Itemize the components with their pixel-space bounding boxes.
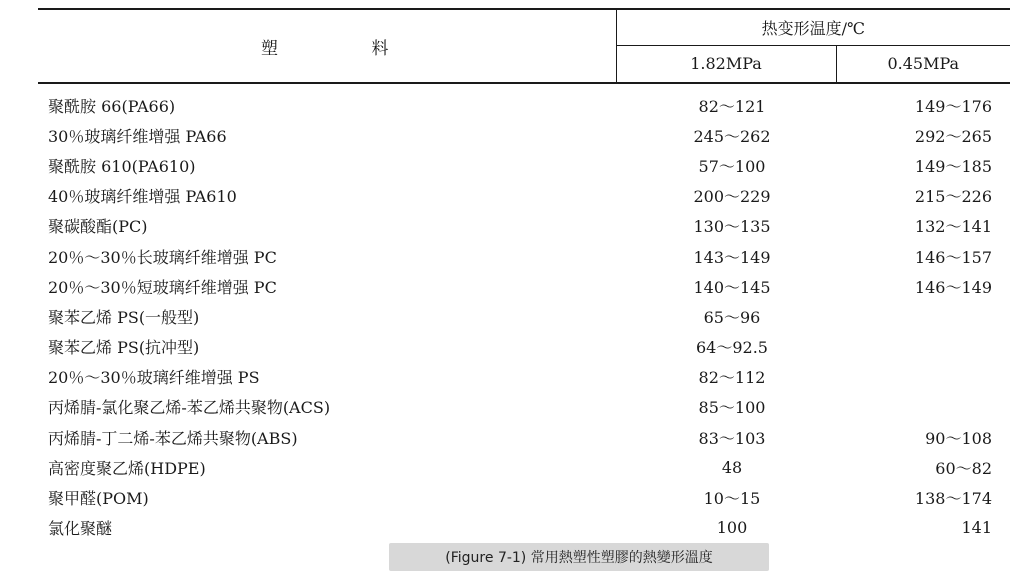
temp-045-cell: 215～226 bbox=[914, 187, 993, 207]
table-row bbox=[38, 211, 1010, 241]
plastic-name-cell: 丙烯腈-丁二烯-苯乙烯共聚物(ABS) bbox=[48, 428, 298, 448]
table-row bbox=[38, 301, 1010, 331]
temp-045-cell: 146～149 bbox=[914, 277, 993, 297]
temp-045-cell: 138～174 bbox=[914, 489, 993, 509]
table-row bbox=[38, 181, 1010, 211]
pressure-182-header: 1.82MPa bbox=[616, 45, 836, 83]
heat-deflection-table bbox=[38, 8, 1010, 543]
temp-045-cell: 146～157 bbox=[914, 247, 993, 267]
temp-182-cell: 82～121 bbox=[698, 96, 766, 116]
table-body bbox=[38, 83, 1010, 543]
temp-182-cell: 100 bbox=[716, 518, 748, 538]
plastic-name-cell: 聚碳酸酯(PC) bbox=[48, 217, 148, 237]
temp-045-cell bbox=[836, 362, 1010, 392]
temp-045-cell bbox=[836, 301, 1010, 331]
pressure-045-header: 0.45MPa bbox=[836, 45, 1010, 83]
plastic-name-cell: 聚甲醛(POM) bbox=[48, 489, 149, 509]
heat-deflection-temp-header: 热变形温度/℃ bbox=[616, 9, 1010, 45]
temp-045-cell: 132～141 bbox=[914, 217, 993, 237]
plastic-name-cell: 聚苯乙烯 PS(抗冲型) bbox=[48, 338, 200, 358]
table-row bbox=[38, 392, 1010, 422]
temp-045-cell: 141 bbox=[961, 518, 993, 538]
table-row bbox=[38, 83, 1010, 120]
temp-045-cell: 149～176 bbox=[914, 96, 993, 116]
temp-182-cell: 245～262 bbox=[693, 126, 771, 146]
plastic-name-cell: 聚酰胺 610(PA610) bbox=[48, 156, 196, 176]
temp-182-cell: 200～229 bbox=[693, 187, 771, 207]
plastic-name-cell: 丙烯腈-氯化聚乙烯-苯乙烯共聚物(ACS) bbox=[48, 398, 331, 418]
temp-045-cell bbox=[836, 332, 1010, 362]
heat-deflection-table-container bbox=[38, 8, 1010, 543]
temp-182-cell: 57～100 bbox=[698, 156, 766, 176]
table-row bbox=[38, 422, 1010, 452]
temp-045-cell bbox=[836, 392, 1010, 422]
table-row bbox=[38, 452, 1010, 482]
temp-182-cell: 65～96 bbox=[703, 307, 761, 327]
plastic-column-header: 塑 料 bbox=[38, 9, 616, 83]
table-row bbox=[38, 241, 1010, 271]
plastic-name-cell: 30％玻璃纤维增强 PA66 bbox=[48, 126, 227, 146]
temp-182-cell: 83～103 bbox=[698, 428, 766, 448]
plastic-name-cell: 20％～30％玻璃纤维增强 PS bbox=[48, 368, 260, 388]
table-row bbox=[38, 271, 1010, 301]
temp-182-cell: 10～15 bbox=[703, 489, 761, 509]
temp-182-cell: 140～145 bbox=[693, 277, 771, 297]
table-row bbox=[38, 482, 1010, 512]
table-row bbox=[38, 332, 1010, 362]
plastic-name-cell: 20％～30％长玻璃纤维增强 PC bbox=[48, 247, 277, 267]
temp-182-cell: 82～112 bbox=[698, 368, 766, 388]
figure-caption: (Figure 7-1) 常用熱塑性塑膠的熱變形溫度 bbox=[389, 543, 769, 571]
table-row bbox=[38, 362, 1010, 392]
temp-045-cell: 90～108 bbox=[925, 428, 993, 448]
table-row bbox=[38, 120, 1010, 150]
temp-182-cell: 64～92.5 bbox=[696, 338, 768, 358]
temp-045-cell: 60～82 bbox=[935, 458, 993, 478]
plastic-name-cell: 聚苯乙烯 PS(一般型) bbox=[48, 307, 200, 327]
temp-182-cell: 130～135 bbox=[693, 217, 771, 237]
plastic-name-cell: 聚酰胺 66(PA66) bbox=[48, 96, 176, 116]
plastic-name-cell: 20％～30％短玻璃纤维增强 PC bbox=[48, 277, 277, 297]
plastic-name-cell: 40％玻璃纤维增强 PA610 bbox=[48, 187, 237, 207]
plastic-name-cell: 高密度聚乙烯(HDPE) bbox=[48, 458, 206, 478]
table-row bbox=[38, 150, 1010, 180]
temp-045-cell: 149～185 bbox=[914, 156, 993, 176]
temp-182-cell: 85～100 bbox=[698, 398, 766, 418]
temp-182-cell: 143～149 bbox=[693, 247, 771, 267]
plastic-name-cell: 氯化聚醚 bbox=[48, 519, 113, 539]
temp-182-cell: 48 bbox=[721, 457, 743, 477]
temp-045-cell: 292～265 bbox=[914, 126, 993, 146]
table-row bbox=[38, 513, 1010, 543]
